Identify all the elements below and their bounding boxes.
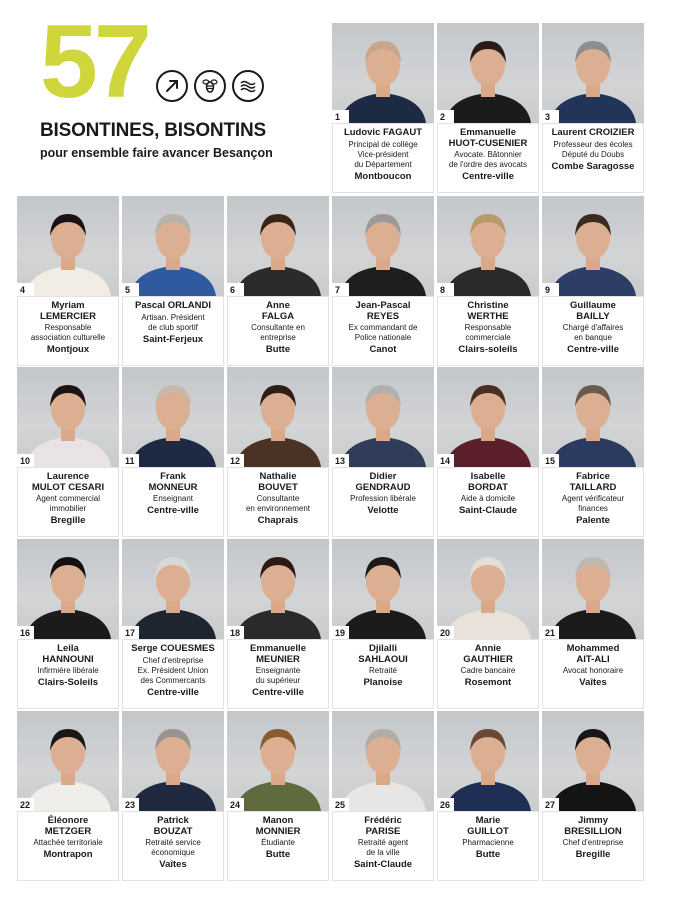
candidate-role: Enseignante du supérieur [255, 666, 301, 685]
candidate-role: Attachée territoriale [33, 838, 103, 847]
candidate-info [122, 467, 224, 537]
candidate-card [17, 711, 119, 881]
candidate-role: Cadre bancaire [460, 666, 516, 675]
candidate-card [437, 367, 539, 537]
candidate-role: Principal de collège Vice-président du Département [348, 139, 418, 169]
candidate-role: Avocat honoraire [562, 666, 624, 675]
candidate-district: Velotte [367, 505, 399, 516]
candidate-card [17, 196, 119, 366]
candidate-number: 1 [332, 110, 349, 124]
candidate-photo [542, 711, 644, 811]
candidate-photo [17, 367, 119, 467]
candidate-info [227, 296, 329, 366]
candidate-number: 11 [122, 454, 139, 468]
candidate-name: Serge COUESMES [131, 643, 215, 654]
candidate-info [332, 811, 434, 881]
candidate-name: Didier GENDRAUD [355, 471, 411, 493]
candidate-district: Centre-ville [147, 505, 199, 516]
candidate-district: Rosemont [464, 677, 512, 688]
candidate-photo [542, 23, 644, 123]
candidate-name: Éléonore METZGER [44, 815, 92, 837]
candidate-card [227, 196, 329, 366]
candidate-number: 12 [227, 454, 244, 468]
candidate-role: Retraité agent de la ville [357, 838, 409, 857]
candidate-card [332, 711, 434, 881]
candidate-role: Artisan. Président de club sportif [141, 312, 205, 332]
candidate-name: Frédéric PARISE [364, 815, 402, 837]
candidate-info [227, 811, 329, 881]
candidate-card [542, 539, 644, 709]
candidate-card [227, 539, 329, 709]
candidate-card [17, 539, 119, 709]
candidate-name: Myriam LEMERCIER [40, 300, 96, 322]
candidate-number: 9 [542, 283, 559, 297]
candidate-number: 23 [122, 798, 139, 812]
candidate-name: Annie GAUTHIER [463, 643, 513, 665]
candidate-district: Vaîtes [159, 859, 187, 870]
candidate-number: 17 [122, 626, 139, 640]
candidate-card [542, 196, 644, 366]
candidate-count: 57 [40, 4, 148, 120]
candidate-info [437, 811, 539, 881]
candidate-info [17, 296, 119, 366]
candidate-info [542, 296, 644, 366]
candidate-name: Guillaume BAILLY [570, 300, 616, 322]
candidate-name: Jean-Pascal REYES [355, 300, 411, 322]
candidate-name: Ludovic FAGAUT [343, 127, 423, 138]
candidate-info [437, 296, 539, 366]
candidate-card [332, 539, 434, 709]
candidate-role: Retraité service économique [145, 838, 201, 857]
candidate-role: Avocate. Bâtonnier de l'ordre des avocats [448, 150, 527, 169]
candidate-card [122, 539, 224, 709]
candidate-info [122, 811, 224, 881]
candidate-number: 7 [332, 283, 349, 297]
candidate-number: 13 [332, 454, 349, 468]
candidate-photo [542, 196, 644, 296]
candidate-photo [437, 539, 539, 639]
candidate-role: Consultante en entreprise [251, 323, 305, 342]
candidate-photo [332, 23, 434, 123]
candidate-district: Saint-Claude [353, 859, 413, 870]
candidate-name: Frank MONNEUR [148, 471, 198, 493]
candidate-photo [332, 196, 434, 296]
candidate-number: 27 [542, 798, 559, 812]
candidate-district: Clairs-Soleils [37, 677, 99, 688]
candidate-photo [542, 367, 644, 467]
candidate-photo [227, 367, 329, 467]
candidate-role: Enseignant [152, 494, 194, 503]
candidate-name: Laurence MULOT CESARI [31, 471, 105, 493]
candidate-district: Centre-ville [147, 686, 199, 698]
candidate-role: Étudiante [261, 838, 295, 847]
candidate-number: 20 [437, 626, 454, 640]
candidate-role: Profession libérale [350, 494, 416, 503]
candidate-district: Saint-Ferjeux [142, 333, 204, 345]
candidate-district: Centre-ville [462, 171, 514, 182]
candidate-info [437, 467, 539, 537]
candidate-photo [227, 196, 329, 296]
candidate-name: Manon MONNIER [255, 815, 301, 837]
candidate-card [332, 196, 434, 366]
candidate-card [332, 367, 434, 537]
candidate-info [332, 296, 434, 366]
candidate-info [542, 123, 644, 193]
candidate-photo [17, 196, 119, 296]
candidate-name: Pascal ORLANDI [134, 300, 212, 311]
candidate-role: Chargé d'affaires en banque [562, 323, 624, 342]
candidate-district: Vaîtes [579, 677, 607, 688]
candidate-photo [332, 367, 434, 467]
candidate-name: Nathalie BOUVET [258, 471, 298, 493]
candidate-name: Fabrice TAILLARD [569, 471, 617, 493]
candidate-number: 6 [227, 283, 244, 297]
candidate-card [332, 23, 434, 193]
candidate-district: Montjoux [46, 344, 90, 355]
candidate-number: 4 [17, 283, 34, 297]
candidate-role: Ex commandant de Police nationale [348, 323, 418, 342]
candidate-number: 25 [332, 798, 349, 812]
candidate-role: Professeur des écoles Député du Doubs [553, 139, 633, 159]
candidate-card [227, 367, 329, 537]
candidate-role: Pharmacienne [462, 838, 514, 847]
candidate-name: Emmanuelle HUOT-CUSENIER [448, 127, 528, 149]
candidate-district: Clairs-soleils [458, 344, 518, 355]
candidate-district: Canot [369, 344, 397, 355]
candidate-number: 5 [122, 283, 139, 297]
candidate-number: 2 [437, 110, 454, 124]
candidate-info [542, 467, 644, 537]
candidate-district: Butte [265, 344, 291, 355]
candidate-info [122, 639, 224, 709]
candidate-role: Retraité [368, 666, 397, 675]
candidate-card [437, 711, 539, 881]
candidate-info [122, 296, 224, 366]
candidate-district: Butte [265, 849, 291, 860]
candidate-district: Saint-Claude [458, 505, 518, 516]
candidate-number: 8 [437, 283, 454, 297]
candidate-photo [437, 196, 539, 296]
candidate-district: Chaprais [257, 515, 299, 526]
candidate-name: Isabelle BORDAT [468, 471, 508, 493]
candidate-number: 22 [17, 798, 34, 812]
candidate-photo [332, 711, 434, 811]
candidate-district: Centre-ville [567, 344, 619, 355]
candidate-info [17, 639, 119, 709]
candidate-district: Bregille [50, 515, 86, 526]
candidate-number: 19 [332, 626, 349, 640]
candidate-info [332, 123, 434, 193]
candidate-card [17, 367, 119, 537]
candidate-info [542, 639, 644, 709]
candidate-card [122, 711, 224, 881]
candidate-number: 26 [437, 798, 454, 812]
candidate-info [227, 639, 329, 709]
candidate-photo [122, 711, 224, 811]
candidate-photo [227, 539, 329, 639]
candidate-photo [122, 539, 224, 639]
candidate-name: Jimmy BRESILLION [564, 815, 622, 837]
candidate-info [437, 123, 539, 193]
candidate-district: Montrapon [43, 849, 93, 860]
candidate-number: 10 [17, 454, 34, 468]
candidate-district: Centre-ville [252, 687, 304, 698]
candidate-card [437, 539, 539, 709]
candidate-photo [437, 367, 539, 467]
candidate-district: Planoise [363, 677, 403, 688]
candidate-number: 3 [542, 110, 559, 124]
candidate-name: Patrick BOUZAT [153, 815, 193, 837]
candidate-role: Responsable association culturelle [30, 323, 106, 342]
candidate-name: Marie GUILLOT [467, 815, 509, 837]
candidate-photo [122, 367, 224, 467]
candidate-info [332, 467, 434, 537]
candidate-photo [332, 539, 434, 639]
candidate-card [122, 196, 224, 366]
candidate-photo [227, 711, 329, 811]
candidate-name: Emmanuelle MEUNIER [250, 643, 306, 665]
candidate-photo [17, 539, 119, 639]
candidate-role: Aide à domicile [460, 494, 516, 503]
candidate-info [227, 467, 329, 537]
candidate-number: 14 [437, 454, 454, 468]
candidate-name: Leila HANNOUNI [42, 643, 94, 665]
candidate-role: Agent vérificateur finances [561, 494, 625, 513]
candidate-card [437, 196, 539, 366]
candidate-name: Christine WERTHE [467, 300, 509, 322]
candidate-number: 16 [17, 626, 34, 640]
candidate-district: Butte [475, 849, 501, 860]
candidate-info [437, 639, 539, 709]
candidate-district: Montboucon [354, 170, 412, 182]
candidate-role: Chef d'entreprise [562, 838, 624, 847]
candidate-name: Anne FALGA [261, 300, 295, 322]
candidate-number: 21 [542, 626, 559, 640]
candidate-card [122, 367, 224, 537]
page-title: BISONTINES, BISONTINS [40, 120, 266, 141]
candidate-photo [17, 711, 119, 811]
candidate-info [542, 811, 644, 881]
candidate-card [542, 711, 644, 881]
candidate-number: 24 [227, 798, 244, 812]
candidate-number: 18 [227, 626, 244, 640]
candidate-district: Combe Saragosse [551, 160, 635, 172]
candidate-role: Responsable commerciale [464, 323, 512, 342]
candidate-name: Mohammed AIT-ALI [566, 643, 620, 665]
candidate-photo [542, 539, 644, 639]
candidate-photo [437, 23, 539, 123]
candidate-card [437, 23, 539, 193]
candidate-card [542, 367, 644, 537]
candidate-role: Consultante en environnement [245, 494, 311, 513]
candidate-role: Chef d'entreprise Ex. Président Union des Commercants [137, 655, 209, 685]
candidate-photo [122, 196, 224, 296]
candidate-info [17, 467, 119, 537]
candidate-photo [437, 711, 539, 811]
candidate-district: Bregille [575, 849, 611, 860]
candidate-info [332, 639, 434, 709]
candidate-name: Laurent CROIZIER [551, 127, 635, 138]
candidate-role: Agent commercial immobilier [35, 494, 101, 513]
candidate-card [542, 23, 644, 193]
candidate-number: 15 [542, 454, 559, 468]
candidate-role: Infirmière libérale [37, 666, 99, 675]
candidate-name: Djilalli SAHLAOUI [358, 643, 408, 665]
candidate-card [227, 711, 329, 881]
candidate-district: Palente [576, 515, 610, 526]
candidate-info [17, 811, 119, 881]
page-subtitle: pour ensemble faire avancer Besançon [40, 146, 273, 160]
